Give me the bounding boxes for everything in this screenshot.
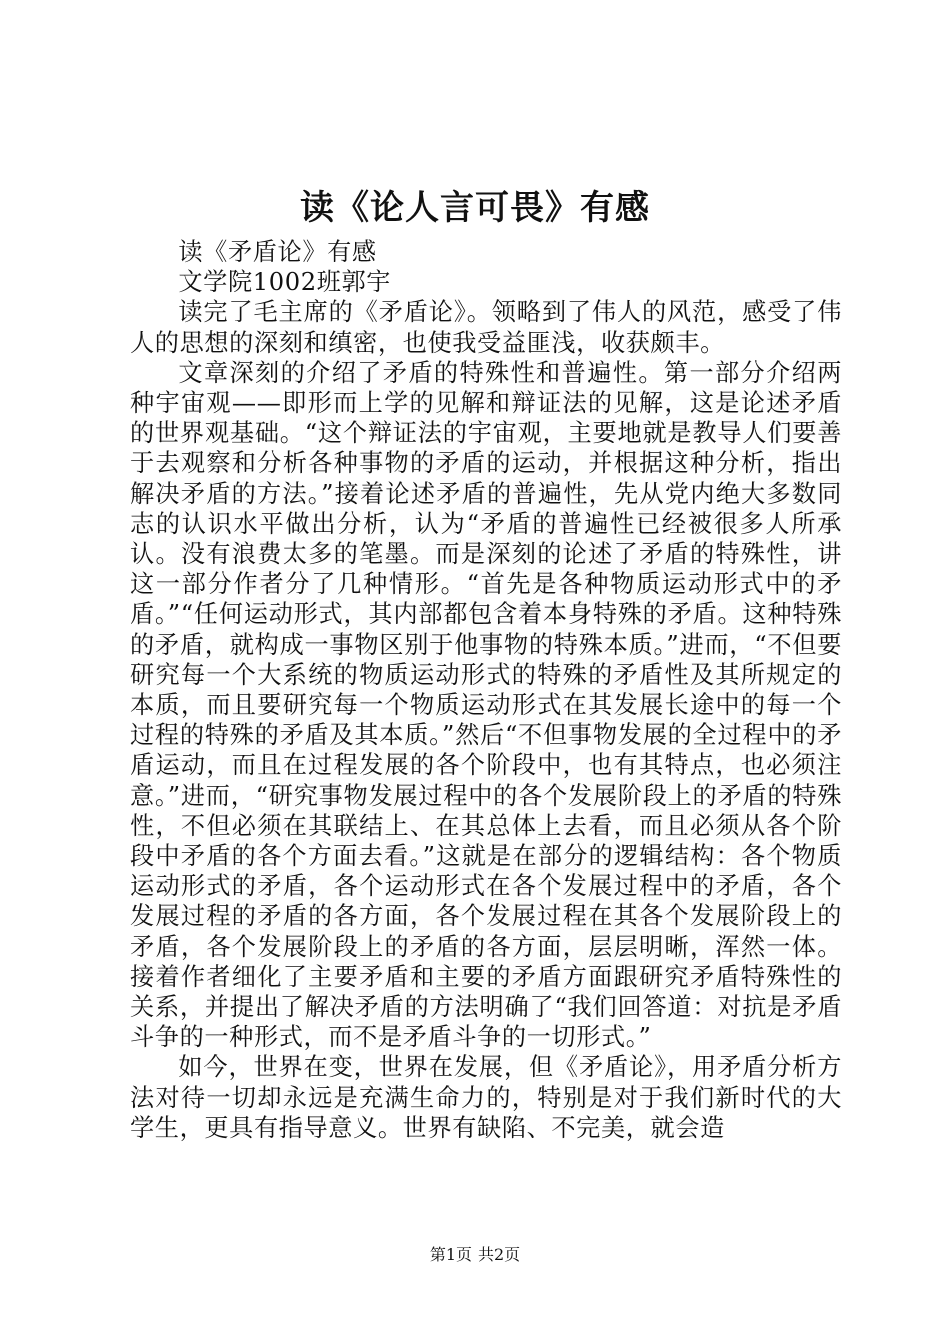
page-total: 共2页 [478, 1245, 521, 1264]
body-paragraph: 文章深刻的介绍了矛盾的特殊性和普遍性。第一部分介绍两种宇宙观——即形而上学的见解和辩证法的见解，这是论述矛盾的世界观基础。“这个辩证法的宇宙观，主要地就是教导人们要善于去观察和分析各种事物的矛盾的运动，并根据这种分析，指出解决矛盾的方法。”接着论述矛盾的普遍性，先从党内绝大多数同志的认识水平做出分析，认为“矛盾的普遍性已经被很多人所承认。没有浪费太多的笔墨。而是深刻的论述了矛盾的特殊性，讲这一部分作者分了几种情形。“首先是各种物质运动形式中的矛盾。”“任何运动形式，其内部都包含着本身特殊的矛盾。这种特殊的矛盾，就构成一事物区别于他事物的特殊本质。”进而，“不但要研究每一个大系统的物质运动形式的特殊的矛盾性及其所规定的本质，而且要研究每一个物质运动形式在其发展长途中的每一个过程的特殊的矛盾及其本质。”然后“不但事物发展的全过程中的矛盾运动，而且在过程发展的各个阶段中，也有其特点，也必须注意。”进而，“研究事物发展过程中的各个发展阶段上的矛盾的特殊性，不但必须在其联结上、在其总体上去看，而且必须从各个阶段中矛盾的各个方面去看。”这就是在部分的逻辑结构：各个物质运动形式的矛盾，各个运动形式在各个发展过程中的矛盾，各个发展过程的矛盾的各方面，各个发展过程在其各个发展阶段上的矛盾，各个发展阶段上的矛盾的各方面，层层明晰，浑然一体。接着作者细化了主要矛盾和主要的矛盾方面跟研究矛盾特殊性的关系，并提出了解决矛盾的方法明确了“我们回答道：对抗是矛盾斗争的一种形式，而不是矛盾斗争的一切形式。” [130, 358, 842, 1052]
page-number: 第1页 [429, 1245, 472, 1264]
document-title: 读《论人言可畏》有感 [300, 188, 650, 228]
author-line: 文学院1002班郭宇 [178, 268, 392, 297]
essay-subtitle: 读《矛盾论》有感 [178, 238, 377, 266]
document-body [130, 237, 842, 1143]
page-footer [0, 1244, 950, 1266]
body-paragraph: 如今，世界在变，世界在发展，但《矛盾论》，用矛盾分析方法对待一切却永远是充满生命力的，特别是对于我们新时代的大学生，更具有指导意义。世界有缺陷、不完美，就会造 [130, 1053, 842, 1142]
body-paragraph: 读完了毛主席的《矛盾论》。领略到了伟人的风范，感受了伟人的思想的深刻和缜密，也使我受益匪浅，收获颇丰。 [130, 298, 842, 357]
